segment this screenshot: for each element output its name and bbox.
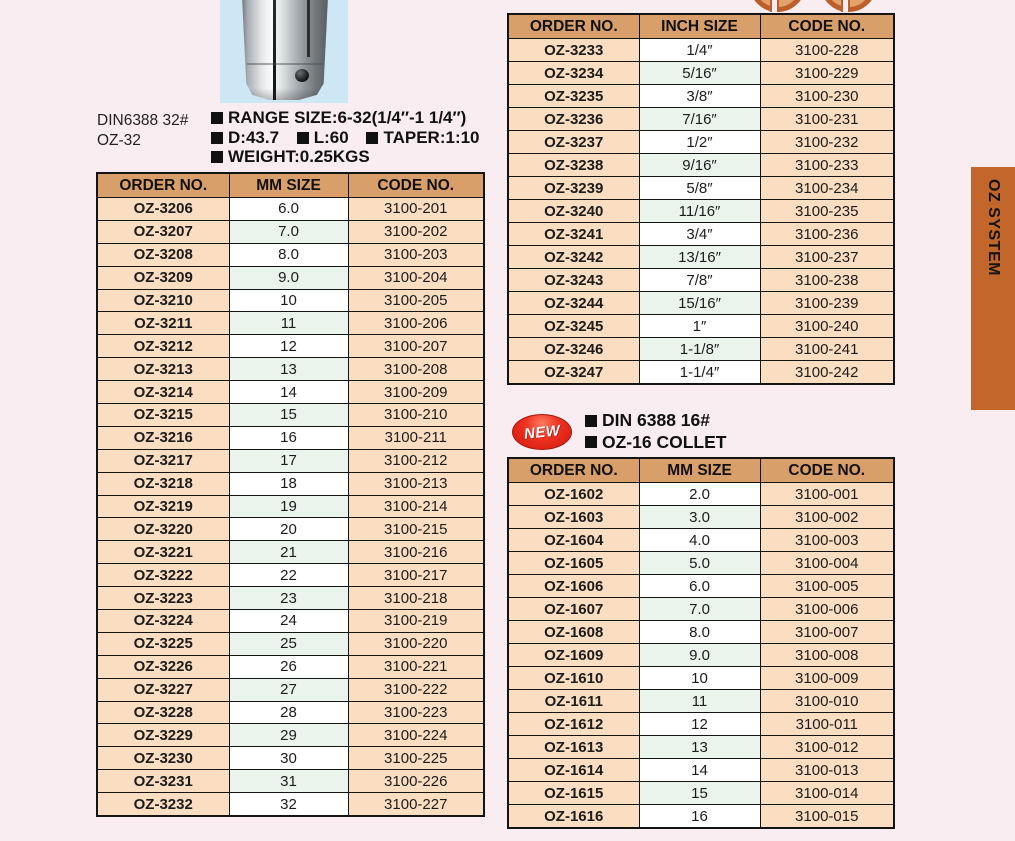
code-no-cell: 3100-224	[348, 724, 484, 747]
code-no-cell: 3100-230	[760, 85, 894, 108]
table-row	[97, 610, 484, 633]
spec-weight: WEIGHT:0.25KGS	[228, 147, 370, 166]
size-cell: 1-1/8″	[639, 338, 760, 361]
order-no-cell: OZ-3213	[97, 358, 229, 381]
code-no-cell: 3100-202	[348, 220, 484, 243]
table-row	[508, 805, 894, 829]
order-no-cell: OZ-3217	[97, 449, 229, 472]
table-row	[97, 404, 484, 427]
size-cell: 13/16″	[639, 246, 760, 269]
size-cell: 9.0	[229, 266, 348, 289]
size-cell: 17	[229, 449, 348, 472]
collet-hole-icon	[295, 69, 309, 82]
collet-rim	[242, 88, 328, 100]
spec-length: L:60	[313, 127, 349, 147]
table-row	[508, 269, 894, 292]
code-no-cell: 3100-239	[760, 292, 894, 315]
code-no-cell: 3100-206	[348, 312, 484, 335]
code-no-cell: 3100-012	[760, 736, 894, 759]
size-cell: 13	[229, 358, 348, 381]
size-cell: 26	[229, 655, 348, 678]
size-cell: 6.0	[639, 575, 760, 598]
size-cell: 24	[229, 610, 348, 633]
order-no-cell: OZ-3230	[97, 747, 229, 770]
size-cell: 22	[229, 564, 348, 587]
bullet-square-icon	[585, 436, 597, 448]
table-row	[97, 472, 484, 495]
size-cell: 14	[229, 381, 348, 404]
size-cell: 21	[229, 541, 348, 564]
order-no-cell: OZ-3211	[97, 312, 229, 335]
code-no-cell: 3100-233	[760, 154, 894, 177]
table-row	[97, 289, 484, 312]
size-cell: 19	[229, 495, 348, 518]
table-row	[97, 220, 484, 243]
size-cell: 27	[229, 678, 348, 701]
oz32-mm-table	[96, 172, 485, 817]
order-no-cell: OZ-3231	[97, 770, 229, 793]
table-row	[508, 598, 894, 621]
order-no-cell: OZ-1615	[508, 782, 639, 805]
code-no-cell: 3100-001	[760, 483, 894, 506]
code-no-cell: 3100-213	[348, 472, 484, 495]
table-row	[97, 335, 484, 358]
table-row	[97, 198, 484, 221]
collet-ring-slit-icon	[770, 0, 779, 12]
order-no-cell: OZ-3215	[97, 404, 229, 427]
code-no-cell: 3100-232	[760, 131, 894, 154]
code-no-header: CODE NO.	[760, 14, 894, 39]
order-no-cell: OZ-3228	[97, 701, 229, 724]
table-row	[97, 449, 484, 472]
bullet-square-icon	[366, 132, 378, 144]
oz16-collet-heading	[585, 432, 726, 454]
order-no-cell: OZ-3246	[508, 338, 639, 361]
code-no-cell: 3100-227	[348, 793, 484, 816]
code-no-header: CODE NO.	[760, 458, 894, 483]
order-no-cell: OZ-1603	[508, 506, 639, 529]
size-cell: 3/8″	[639, 85, 760, 108]
size-cell: 4.0	[639, 529, 760, 552]
table-row	[508, 483, 894, 506]
code-no-cell: 3100-235	[760, 200, 894, 223]
order-no-cell: OZ-1604	[508, 529, 639, 552]
size-cell: 15	[229, 404, 348, 427]
order-no-cell: OZ-3220	[97, 518, 229, 541]
code-no-cell: 3100-238	[760, 269, 894, 292]
order-no-cell: OZ-3235	[508, 85, 639, 108]
order-no-cell: OZ-3245	[508, 315, 639, 338]
table-row	[508, 154, 894, 177]
order-no-cell: OZ-3241	[508, 223, 639, 246]
oz16-standard-heading	[585, 410, 726, 432]
order-no-cell: OZ-3223	[97, 587, 229, 610]
table-row	[508, 292, 894, 315]
order-no-cell: OZ-1608	[508, 621, 639, 644]
collet-ring-slit-icon	[841, 0, 850, 12]
code-no-cell: 3100-219	[348, 610, 484, 633]
code-no-cell: 3100-201	[348, 198, 484, 221]
model-number-label: OZ-32	[97, 132, 141, 149]
order-no-cell: OZ-1616	[508, 805, 639, 829]
order-no-cell: OZ-3207	[97, 220, 229, 243]
code-no-cell: 3100-220	[348, 632, 484, 655]
order-no-cell: OZ-1605	[508, 552, 639, 575]
size-cell: 11/16″	[639, 200, 760, 223]
size-cell: 11	[639, 690, 760, 713]
size-cell: 16	[639, 805, 760, 829]
order-no-cell: OZ-3247	[508, 361, 639, 385]
code-no-cell: 3100-234	[760, 177, 894, 200]
order-no-cell: OZ-3206	[97, 198, 229, 221]
code-no-cell: 3100-013	[760, 759, 894, 782]
size-cell: 12	[639, 713, 760, 736]
bullet-square-icon	[211, 132, 223, 144]
size-cell: 15	[639, 782, 760, 805]
order-no-cell: OZ-3226	[97, 655, 229, 678]
order-no-cell: OZ-3232	[97, 793, 229, 816]
code-no-cell: 3100-225	[348, 747, 484, 770]
table-row	[97, 793, 484, 816]
size-cell: 13	[639, 736, 760, 759]
order-no-cell: OZ-3225	[97, 632, 229, 655]
code-no-cell: 3100-008	[760, 644, 894, 667]
code-no-cell: 3100-214	[348, 495, 484, 518]
size-cell: 7/16″	[639, 108, 760, 131]
table-row	[508, 62, 894, 85]
table-row	[508, 177, 894, 200]
code-no-cell: 3100-223	[348, 701, 484, 724]
order-no-cell: OZ-1614	[508, 759, 639, 782]
table-row	[508, 759, 894, 782]
size-cell: 32	[229, 793, 348, 816]
spec-range-size: RANGE SIZE:6-32(1/4″-1 1/4″)	[228, 108, 467, 127]
spec-line-weight	[211, 147, 480, 167]
order-no-cell: OZ-3234	[508, 62, 639, 85]
table-row	[508, 644, 894, 667]
size-cell: 23	[229, 587, 348, 610]
table-row	[97, 426, 484, 449]
order-no-cell: OZ-1612	[508, 713, 639, 736]
size-cell: 3/4″	[639, 223, 760, 246]
size-cell: 16	[229, 426, 348, 449]
model-block	[97, 111, 188, 151]
table-row	[97, 701, 484, 724]
code-no-cell: 3100-011	[760, 713, 894, 736]
order-no-cell: OZ-1611	[508, 690, 639, 713]
table-row	[508, 736, 894, 759]
table-row	[97, 587, 484, 610]
table-row	[97, 632, 484, 655]
code-no-cell: 3100-217	[348, 564, 484, 587]
code-no-cell: 3100-236	[760, 223, 894, 246]
order-no-cell: OZ-1610	[508, 667, 639, 690]
code-no-cell: 3100-240	[760, 315, 894, 338]
table-row	[97, 266, 484, 289]
code-no-cell: 3100-229	[760, 62, 894, 85]
size-cell: 18	[229, 472, 348, 495]
code-no-cell: 3100-215	[348, 518, 484, 541]
table-row	[508, 246, 894, 269]
code-no-cell: 3100-241	[760, 338, 894, 361]
table-row	[97, 655, 484, 678]
order-no-cell: OZ-3233	[508, 39, 639, 62]
table-row	[97, 564, 484, 587]
table-row	[508, 529, 894, 552]
spec-line-range	[211, 108, 480, 128]
size-cell: 31	[229, 770, 348, 793]
new-badge	[512, 414, 572, 450]
table-row	[508, 108, 894, 131]
oz16-collet-label: OZ-16 COLLET	[602, 431, 727, 452]
code-no-cell: 3100-226	[348, 770, 484, 793]
size-cell: 3.0	[639, 506, 760, 529]
code-no-cell: 3100-205	[348, 289, 484, 312]
table-row	[97, 678, 484, 701]
size-cell: 10	[639, 667, 760, 690]
oz-system-side-tab	[971, 167, 1015, 410]
table-row	[97, 724, 484, 747]
code-no-cell: 3100-009	[760, 667, 894, 690]
code-no-cell: 3100-004	[760, 552, 894, 575]
table-row	[508, 621, 894, 644]
table-row	[97, 747, 484, 770]
order-no-cell: OZ-3221	[97, 541, 229, 564]
size-cell: 9.0	[639, 644, 760, 667]
table-row	[97, 541, 484, 564]
code-no-cell: 3100-207	[348, 335, 484, 358]
collet-slit-icon	[307, 0, 310, 57]
order-no-cell: OZ-3209	[97, 266, 229, 289]
order-no-cell: OZ-3219	[97, 495, 229, 518]
order-no-cell: OZ-3208	[97, 243, 229, 266]
code-no-cell: 3100-007	[760, 621, 894, 644]
table-row	[508, 552, 894, 575]
size-cell: 14	[639, 759, 760, 782]
order-no-cell: OZ-3237	[508, 131, 639, 154]
size-cell: 8.0	[639, 621, 760, 644]
code-no-cell: 3100-005	[760, 575, 894, 598]
order-no-header: ORDER NO.	[508, 458, 639, 483]
table-row	[508, 361, 894, 385]
code-no-cell: 3100-222	[348, 678, 484, 701]
model-standard-label: DIN6388 32#	[97, 112, 189, 129]
mm-size-header: MM SIZE	[229, 173, 348, 198]
oz16-mm-table	[507, 457, 895, 829]
oz16-heading-block	[585, 410, 726, 453]
size-cell: 1″	[639, 315, 760, 338]
order-no-cell: OZ-3240	[508, 200, 639, 223]
size-cell: 30	[229, 747, 348, 770]
code-no-cell: 3100-216	[348, 541, 484, 564]
bullet-square-icon	[297, 132, 309, 144]
code-no-cell: 3100-002	[760, 506, 894, 529]
size-cell: 20	[229, 518, 348, 541]
code-no-cell: 3100-210	[348, 404, 484, 427]
order-no-cell: OZ-3210	[97, 289, 229, 312]
table-header-row	[97, 173, 484, 198]
code-no-cell: 3100-015	[760, 805, 894, 829]
new-badge-label: NEW	[522, 421, 562, 443]
size-cell: 8.0	[229, 243, 348, 266]
code-no-cell: 3100-242	[760, 361, 894, 385]
inch-size-header: INCH SIZE	[639, 14, 760, 39]
table-row	[508, 506, 894, 529]
order-no-header: ORDER NO.	[97, 173, 229, 198]
table-row	[508, 667, 894, 690]
size-cell: 29	[229, 724, 348, 747]
order-no-cell: OZ-1602	[508, 483, 639, 506]
code-no-cell: 3100-228	[760, 39, 894, 62]
code-no-cell: 3100-211	[348, 426, 484, 449]
table-row	[97, 518, 484, 541]
size-cell: 2.0	[639, 483, 760, 506]
code-no-cell: 3100-014	[760, 782, 894, 805]
table-row	[97, 358, 484, 381]
bullet-square-icon	[211, 112, 223, 124]
code-no-cell: 3100-203	[348, 243, 484, 266]
code-no-cell: 3100-006	[760, 598, 894, 621]
specs-block	[211, 108, 480, 167]
table-row	[97, 770, 484, 793]
order-no-cell: OZ-3216	[97, 426, 229, 449]
table-row	[508, 85, 894, 108]
order-no-cell: OZ-1607	[508, 598, 639, 621]
size-cell: 28	[229, 701, 348, 724]
order-no-cell: OZ-3236	[508, 108, 639, 131]
table-row	[508, 690, 894, 713]
order-no-cell: OZ-3243	[508, 269, 639, 292]
code-no-cell: 3100-003	[760, 529, 894, 552]
mm-size-header: MM SIZE	[639, 458, 760, 483]
order-no-cell: OZ-3214	[97, 381, 229, 404]
size-cell: 5/8″	[639, 177, 760, 200]
order-no-cell: OZ-3238	[508, 154, 639, 177]
order-no-cell: OZ-3224	[97, 610, 229, 633]
table-row	[508, 782, 894, 805]
bullet-square-icon	[585, 415, 597, 427]
table-row	[508, 131, 894, 154]
order-no-cell: OZ-3239	[508, 177, 639, 200]
code-no-cell: 3100-010	[760, 690, 894, 713]
table-row	[97, 381, 484, 404]
collet-seam	[247, 63, 323, 65]
table-header-row	[508, 458, 894, 483]
size-cell: 1/2″	[639, 131, 760, 154]
collet-image	[242, 0, 328, 100]
order-no-cell: OZ-3242	[508, 246, 639, 269]
size-cell: 11	[229, 312, 348, 335]
code-no-header: CODE NO.	[348, 173, 484, 198]
order-no-cell: OZ-1606	[508, 575, 639, 598]
order-no-cell: OZ-1609	[508, 644, 639, 667]
table-row	[97, 243, 484, 266]
order-no-cell: OZ-1613	[508, 736, 639, 759]
table-row	[508, 223, 894, 246]
bullet-square-icon	[211, 151, 223, 163]
size-cell: 15/16″	[639, 292, 760, 315]
table-row	[508, 200, 894, 223]
size-cell: 7.0	[229, 220, 348, 243]
size-cell: 5/16″	[639, 62, 760, 85]
table-row	[508, 315, 894, 338]
order-no-cell: OZ-3227	[97, 678, 229, 701]
oz-system-tab-label: OZ SYSTEM	[985, 179, 1002, 276]
size-cell: 9/16″	[639, 154, 760, 177]
code-no-cell: 3100-212	[348, 449, 484, 472]
order-no-cell: OZ-3212	[97, 335, 229, 358]
table-row	[508, 575, 894, 598]
spec-line-dimensions	[211, 128, 480, 148]
size-cell: 12	[229, 335, 348, 358]
table-row	[508, 338, 894, 361]
order-no-header: ORDER NO.	[508, 14, 639, 39]
size-cell: 7.0	[639, 598, 760, 621]
collet-photo	[220, 0, 348, 103]
order-no-cell: OZ-3229	[97, 724, 229, 747]
table-header-row	[508, 14, 894, 39]
table-row	[508, 713, 894, 736]
code-no-cell: 3100-208	[348, 358, 484, 381]
table-row	[97, 495, 484, 518]
size-cell: 1/4″	[639, 39, 760, 62]
oz16-standard-label: DIN 6388 16#	[602, 410, 710, 430]
collet-slit-icon	[273, 0, 276, 100]
table-row	[508, 39, 894, 62]
size-cell: 5.0	[639, 552, 760, 575]
code-no-cell: 3100-221	[348, 655, 484, 678]
size-cell: 7/8″	[639, 269, 760, 292]
size-cell: 10	[229, 289, 348, 312]
order-no-cell: OZ-3218	[97, 472, 229, 495]
code-no-cell: 3100-237	[760, 246, 894, 269]
size-cell: 6.0	[229, 198, 348, 221]
size-cell: 1-1/4″	[639, 361, 760, 385]
order-no-cell: OZ-3244	[508, 292, 639, 315]
spec-diameter: D:43.7	[228, 127, 280, 147]
code-no-cell: 3100-231	[760, 108, 894, 131]
spec-taper: TAPER:1:10	[383, 127, 480, 147]
size-cell: 25	[229, 632, 348, 655]
oz32-inch-table	[507, 13, 895, 385]
table-row	[97, 312, 484, 335]
code-no-cell: 3100-209	[348, 381, 484, 404]
order-no-cell: OZ-3222	[97, 564, 229, 587]
code-no-cell: 3100-204	[348, 266, 484, 289]
code-no-cell: 3100-218	[348, 587, 484, 610]
